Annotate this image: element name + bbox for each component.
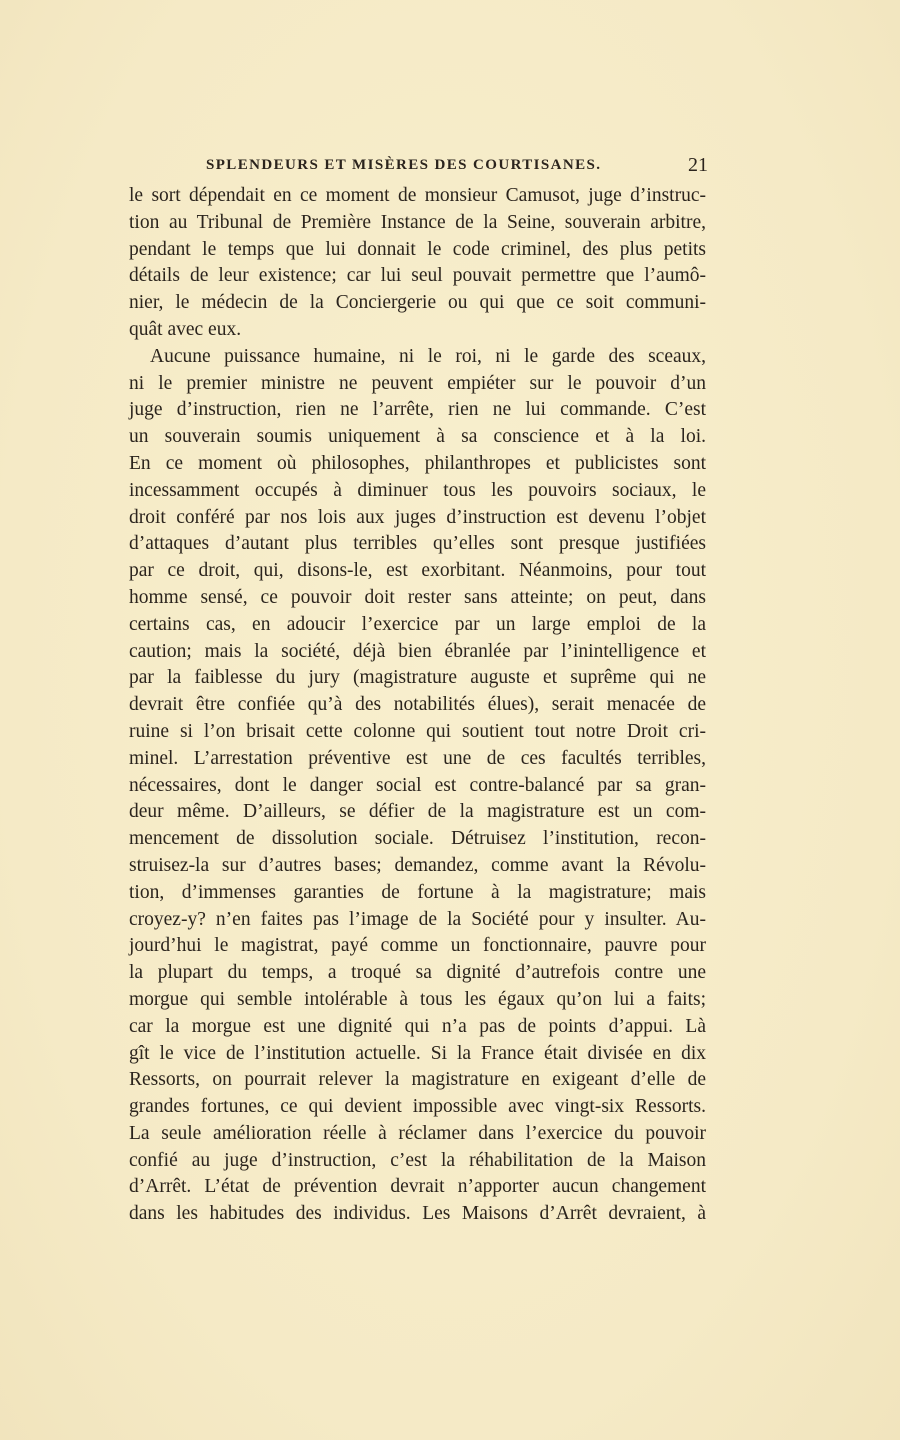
text-line: détails de leur existence; car lui seul pouvait permettre que l’aumô- [129,265,706,287]
text-line: nécessaires, dont le danger social est contre-balancé par sa gran- [129,774,706,796]
text-line: confié au juge d’instruction, c’est la réhabilitation de la Maison [129,1149,706,1171]
text-line: droit conféré par nos lois aux juges d’instruction est devenu l’objet [129,506,706,528]
text-line: En ce moment où philosophes, philanthropes et publicistes sont [129,452,706,474]
text-line: La seule amélioration réelle à réclamer dans l’exercice du pouvoir [129,1122,706,1144]
text-line: car la morgue est une dignité qui n’a pas de points d’appui. Là [129,1015,706,1037]
paragraph [129,344,706,1228]
page-number: 21 [688,154,708,176]
text-line: incessamment occupés à diminuer tous les pouvoirs sociaux, le [129,479,706,501]
text-line: le sort dépendait en ce moment de monsieur Camusot, juge d’instruc- [129,185,706,206]
text-line: caution; mais la société, déjà bien ébranlée par l’inintelligence et [129,640,706,662]
text-line: par la faiblesse du jury (magistrature auguste et suprême qui ne [129,667,706,689]
text-line: un souverain soumis uniquement à sa conscience et à la loi. [129,426,706,448]
text-line: struisez-la sur d’autres bases; demandez, comme avant la Révolu- [129,854,706,876]
text-line: minel. L’arrestation préventive est une de ces facultés terribles, [129,747,706,769]
text-line: par ce droit, qui, disons-le, est exorbitant. Néanmoins, pour tout [129,560,706,582]
running-title: SPLENDEURS ET MISÈRES DES COURTISANES. [206,157,602,173]
text-line: croyez-y? n’en faites pas l’image de la Société pour y insulter. Au- [129,908,706,930]
text-line: mencement de dissolution sociale. Détruisez l’institution, recon- [129,828,706,850]
text-line: Ressorts, on pourrait relever la magistrature en exigeant d’elle de [129,1069,706,1091]
text-line: homme sensé, ce pouvoir doit rester sans atteinte; on peut, dans [129,586,706,608]
text-line: certains cas, en adoucir l’exercice par un large emploi de la [129,613,706,635]
text-line: ruine si l’on brisait cette colonne qui soutient tout notre Droit cri- [129,720,706,742]
text-line: d’attaques d’autant plus terribles qu’elles sont presque justifiées [129,533,706,555]
text-line: jourd’hui le magistrat, payé comme un fonctionnaire, pauvre pour [129,935,706,957]
text-line: tion au Tribunal de Première Instance de la Seine, souverain arbitre, [129,211,706,233]
page-header [200,152,708,178]
body-text [129,183,706,1228]
text-line: Aucune puissance humaine, ni le roi, ni le garde des sceaux, [150,345,706,367]
text-line: nier, le médecin de la Conciergerie ou qui que ce soit communi- [129,292,706,314]
text-line: quât avec eux. [129,318,242,340]
text-line: devrait être confiée qu’à des notabilités élues), serait menacée de [129,694,706,716]
text-line: ni le premier ministre ne peuvent empiéter sur le pouvoir d’un [129,372,706,394]
text-line: juge d’instruction, rien ne l’arrête, rien ne lui commande. C’est [129,399,706,421]
text-line: d’Arrêt. L’état de prévention devrait n’apporter aucun changement [129,1176,706,1198]
text-line: pendant le temps que lui donnait le code criminel, des plus petits [129,238,706,260]
text-line: deur même. D’ailleurs, se défier de la magistrature est un com- [129,801,706,823]
text-line: gît le vice de l’institution actuelle. Si la France était divisée en dix [129,1042,706,1064]
text-line: tion, d’immenses garanties de fortune à la magistrature; mais [129,881,706,903]
text-line: dans les habitudes des individus. Les Maisons d’Arrêt devraient, à [129,1203,706,1225]
paragraph [129,183,706,344]
text-line: la plupart du temps, a troqué sa dignité d’autrefois contre une [129,962,706,984]
text-line: morgue qui semble intolérable à tous les égaux qu’on lui a faits; [129,988,706,1010]
text-line: grandes fortunes, ce qui devient impossible avec vingt-six Ressorts. [129,1096,706,1118]
